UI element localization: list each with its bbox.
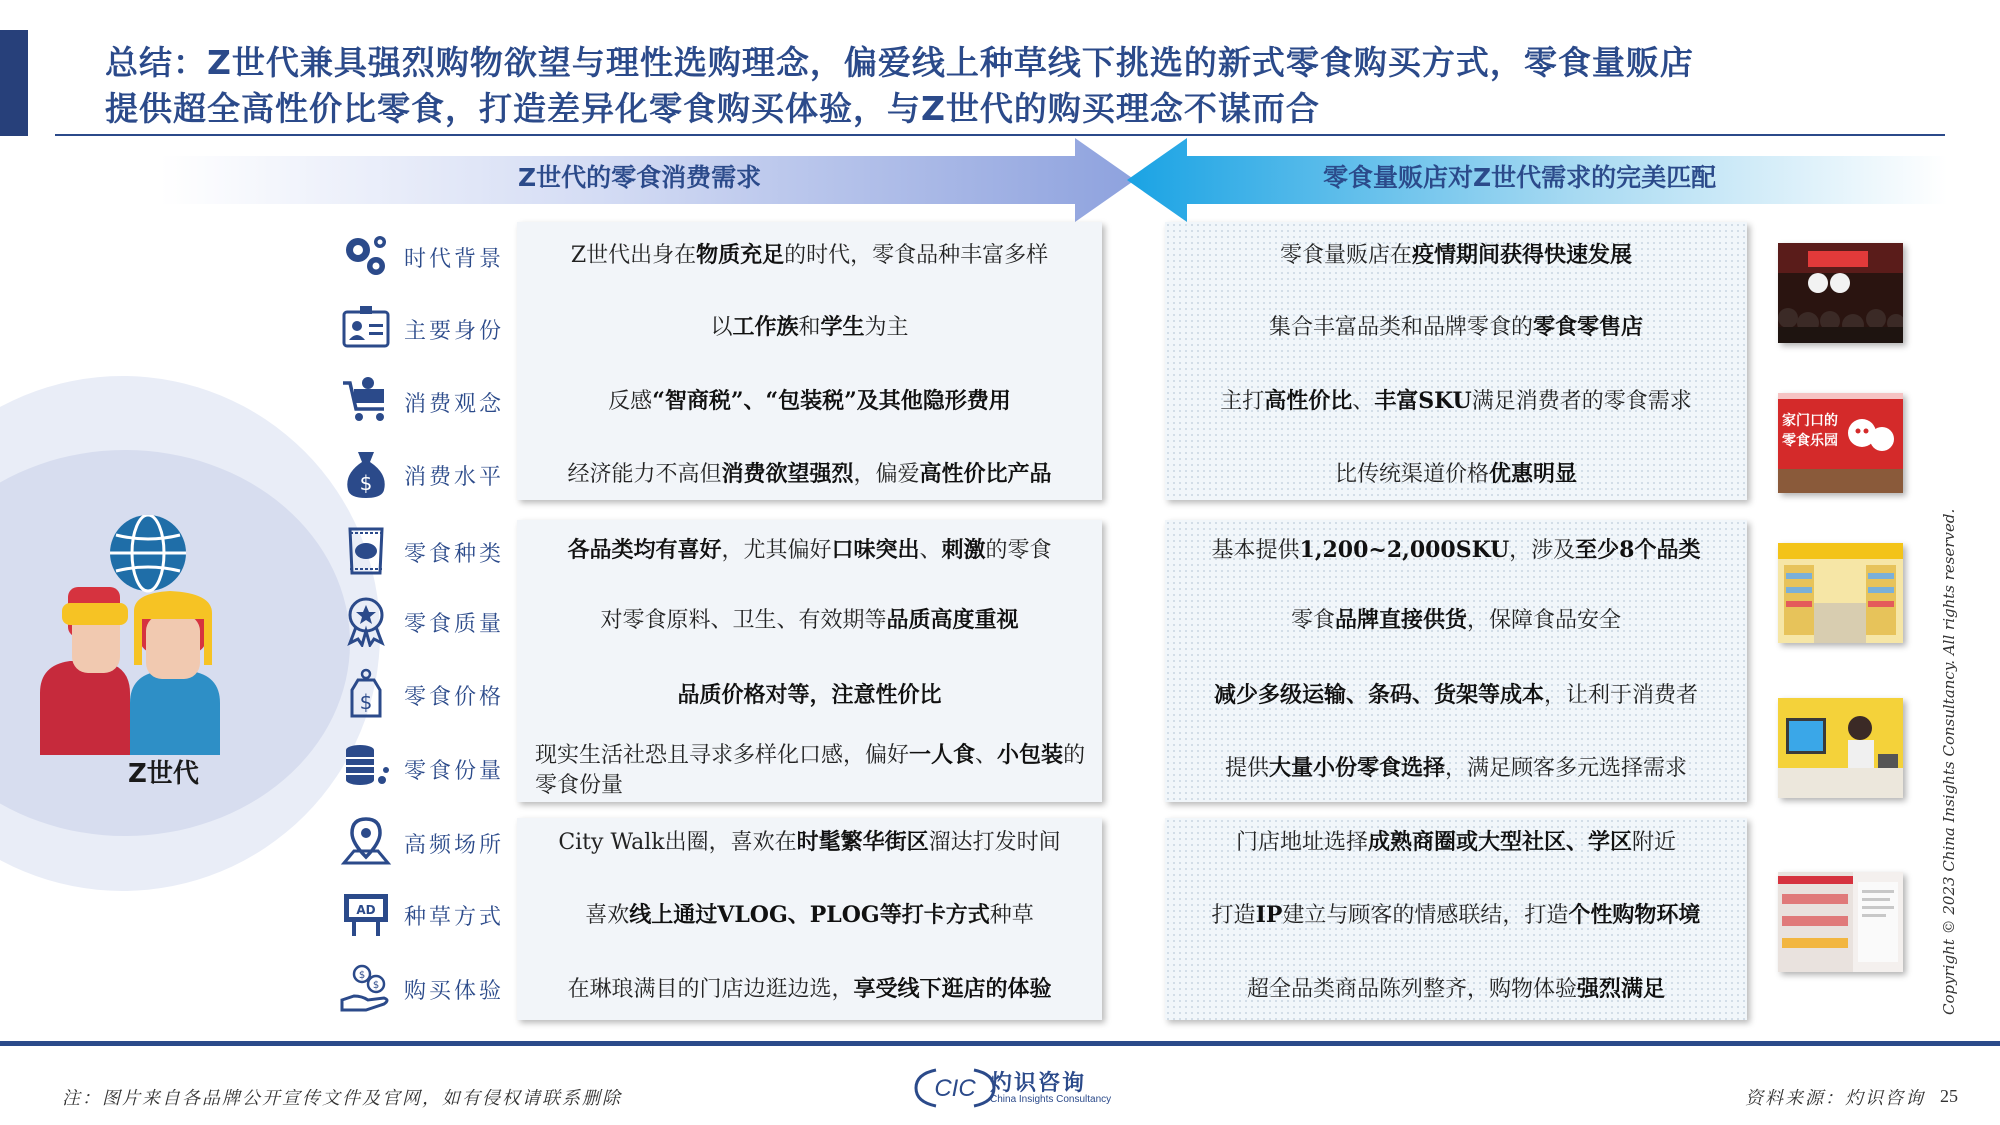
- emphasis-text: 疫情期间获得快速发展: [1412, 242, 1633, 268]
- emphasis-text: 工作族: [732, 314, 799, 340]
- snack-park-storefront-photo: [1778, 393, 1903, 493]
- emphasis-text: 强烈满足: [1577, 976, 1666, 1002]
- demand-cell: [517, 535, 1102, 566]
- match-cell: [1165, 535, 1747, 566]
- price-tag-icon: [340, 668, 392, 720]
- body-text: 经济能力不高但: [567, 462, 722, 487]
- checkout-counter-photo: [1778, 698, 1903, 798]
- demand-cell: [517, 974, 1102, 1005]
- body-text: City Walk出圈，喜欢在: [558, 830, 797, 855]
- emphasis-text: 品质高度重视: [886, 607, 1019, 633]
- body-text: 在琳琅满目的门店边逛边选，: [567, 977, 854, 1002]
- svg-text:$: $: [358, 970, 366, 981]
- body-text: 打造: [1211, 903, 1256, 928]
- body-text: ，满足顾客多元选择需求: [1445, 756, 1688, 781]
- demand-cell: [517, 605, 1102, 636]
- coin-stack-icon: [340, 740, 392, 792]
- cic-logo-en: China Insights Consultancy: [990, 1094, 1112, 1105]
- emphasis-text: 高性价比产品: [919, 461, 1052, 487]
- demand-cell: [517, 312, 1102, 343]
- body-text: 、: [1352, 389, 1375, 414]
- store-aisle-photo: [1778, 543, 1903, 643]
- body-text: 满足消费者的零食需求: [1471, 389, 1692, 414]
- gen-z-persona-icon: [30, 515, 270, 755]
- category-label: 零食种类: [404, 542, 505, 567]
- match-cell: [1165, 605, 1747, 636]
- match-cell: [1165, 312, 1747, 343]
- category-label: 零食份量: [404, 759, 505, 784]
- source-note: 资料来源：灼识咨询: [1745, 1088, 1925, 1109]
- emphasis-text: 丰富SKU: [1374, 388, 1472, 414]
- quality-badge-icon: [340, 595, 392, 647]
- money-bag-icon: [340, 448, 392, 500]
- emphasis-text: 成熟商圈或大型社区、学区: [1367, 829, 1632, 855]
- match-cell: [1165, 753, 1747, 784]
- emphasis-text: 优惠明显: [1489, 461, 1578, 487]
- body-text: 的零食: [985, 538, 1052, 563]
- body-text: 基本提供: [1211, 538, 1300, 563]
- emphasis-text: 享受线下逛店的体验: [853, 976, 1052, 1002]
- emphasis-text: 一人食: [909, 742, 976, 768]
- match-cell: [1165, 240, 1747, 271]
- map-pin-icon: [340, 815, 392, 867]
- hand-coins-icon: [340, 962, 392, 1014]
- page-title: [105, 40, 1965, 132]
- emphasis-text: 口味突出: [831, 537, 920, 563]
- svg-text:$: $: [359, 690, 373, 714]
- category-label: 时代背景: [404, 247, 505, 272]
- emphasis-text: 小包装: [997, 742, 1064, 768]
- ad-board-icon: [340, 888, 392, 940]
- emphasis-text: 消费欲望强烈: [721, 461, 854, 487]
- demand-cell: [517, 240, 1102, 271]
- body-text: 喜欢: [585, 903, 630, 928]
- header-accent-bar: [0, 30, 28, 136]
- body-text: 种草: [989, 903, 1034, 928]
- body-text: 建立与顾客的情感联结，打造: [1282, 903, 1569, 928]
- body-text: ，让利于消费者: [1544, 683, 1699, 708]
- store-event-photo: [1778, 243, 1903, 343]
- body-text: 附近: [1632, 830, 1677, 855]
- body-text: 反感: [608, 389, 653, 414]
- demand-cell: [517, 386, 1102, 417]
- demand-cell: [517, 680, 1102, 711]
- body-text: 溜达打发时间: [928, 830, 1061, 855]
- emphasis-text: 各品类均有喜好: [567, 537, 722, 563]
- gears-icon: [340, 230, 392, 282]
- body-text: ，尤其偏好: [721, 538, 832, 563]
- body-text: 、: [975, 743, 998, 768]
- body-text: ，涉及: [1509, 538, 1576, 563]
- category-label: 零食价格: [404, 685, 505, 710]
- match-cell: [1165, 900, 1747, 931]
- emphasis-text: 线上通过VLOG、PLOG等打卡方式: [629, 902, 990, 928]
- title-divider: [55, 134, 1945, 136]
- copyright-text: Copyright © 2023 China Insights Consultancy. All rights reserved.: [1940, 508, 1958, 1015]
- body-text: 的零食份量: [535, 743, 1086, 798]
- match-cell: [1165, 974, 1747, 1005]
- category-label: 消费观念: [404, 392, 505, 417]
- snack-package-icon: [340, 525, 392, 577]
- category-label: 零食质量: [404, 612, 505, 637]
- demand-cell: [517, 827, 1102, 858]
- body-text: 对零食原料、卫生、有效期等: [600, 608, 887, 633]
- category-label: 种草方式: [404, 905, 505, 930]
- body-text: ，保障食品安全: [1467, 608, 1622, 633]
- id-card-icon: [340, 302, 392, 354]
- storefront-sign-text: 家门口的零食乐园: [1782, 413, 1838, 449]
- emphasis-text: 物质充足: [696, 242, 785, 268]
- emphasis-text: 学生: [820, 314, 865, 340]
- emphasis-text: 时髦繁华街区: [796, 829, 929, 855]
- body-text: 的时代，零食品种丰富多样: [784, 243, 1049, 268]
- footer-note: 注：图片来自各品牌公开宣传文件及官网，如有侵权请联系删除: [62, 1088, 622, 1109]
- match-cell: [1165, 386, 1747, 417]
- emphasis-text: 刺激: [941, 537, 986, 563]
- emphasis-text: 减少多级运输、条码、货架等成本: [1213, 682, 1544, 708]
- emphasis-text: 高性价比: [1264, 388, 1353, 414]
- category-label: 消费水平: [404, 465, 505, 490]
- match-arrow-label: 零食量贩店对Z世代需求的完美匹配: [1323, 163, 1717, 192]
- persona-label: Z世代: [128, 759, 199, 789]
- emphasis-text: 大量小份零食选择: [1268, 755, 1445, 781]
- demand-arrow-label: Z世代的零食消费需求: [518, 163, 762, 192]
- category-label: 高频场所: [404, 833, 505, 858]
- body-text: 为主: [864, 315, 909, 340]
- title-line-1: 总结：Z世代兼具强烈购物欲望与理性选购理念，偏爱线上种草线下挑选的新式零食购买方式，零食量贩店: [105, 43, 1694, 82]
- cic-logo-mark: CIC: [934, 1075, 976, 1102]
- svg-text:$: $: [372, 980, 380, 991]
- ip-shelf-photo: [1778, 872, 1903, 972]
- body-text: ，偏爱: [853, 462, 920, 487]
- cic-logo-cn: 灼识咨询: [990, 1071, 1087, 1096]
- body-text: 主打: [1220, 389, 1265, 414]
- match-cell: [1165, 827, 1747, 858]
- title-line-2: 提供超全高性价比零食，打造差异化零食购买体验，与Z世代的购买理念不谋而合: [105, 89, 1320, 128]
- emphasis-text: 零食零售店: [1533, 314, 1644, 340]
- demand-cell: [517, 900, 1102, 931]
- emphasis-text: 个性购物环境: [1568, 902, 1701, 928]
- emphasis-text: 至少8个品类: [1575, 537, 1701, 563]
- shopping-cart-icon: [340, 375, 392, 427]
- body-text: 门店地址选择: [1235, 830, 1368, 855]
- body-text: 零食: [1290, 608, 1335, 633]
- body-text: 超全品类商品陈列整齐，购物体验: [1246, 977, 1577, 1002]
- body-text: 集合丰富品类和品牌零食的: [1268, 315, 1533, 340]
- svg-text:$: $: [359, 471, 373, 495]
- body-text: 现实生活社恐且寻求多样化口感，偏好: [535, 743, 910, 768]
- footer-divider: [0, 1041, 2000, 1046]
- body-text: 零食量贩店在: [1279, 243, 1412, 268]
- emphasis-text: 品质价格对等，注意性价比: [677, 682, 942, 708]
- body-text: 、: [919, 538, 942, 563]
- body-text: 和: [798, 315, 821, 340]
- emphasis-text: IP: [1255, 902, 1283, 928]
- emphasis-text: 品牌直接供货: [1334, 607, 1467, 633]
- body-text: Z世代出身在: [570, 243, 697, 268]
- emphasis-text: “智商税”、“包装税”及其他隐形费用: [652, 388, 1011, 414]
- match-cell: [1165, 459, 1747, 490]
- demand-cell: [535, 740, 1087, 801]
- page-number: 25: [1940, 1086, 1958, 1106]
- emphasis-text: 1,200~2,000SKU: [1299, 537, 1510, 563]
- category-label: 主要身份: [404, 319, 505, 344]
- body-text: 提供: [1224, 756, 1269, 781]
- body-text: 以: [710, 315, 733, 340]
- svg-text:AD: AD: [356, 903, 376, 917]
- body-text: 比传统渠道价格: [1334, 462, 1489, 487]
- demand-cell: [517, 459, 1102, 490]
- category-label: 购买体验: [404, 979, 505, 1004]
- match-cell: [1165, 680, 1747, 711]
